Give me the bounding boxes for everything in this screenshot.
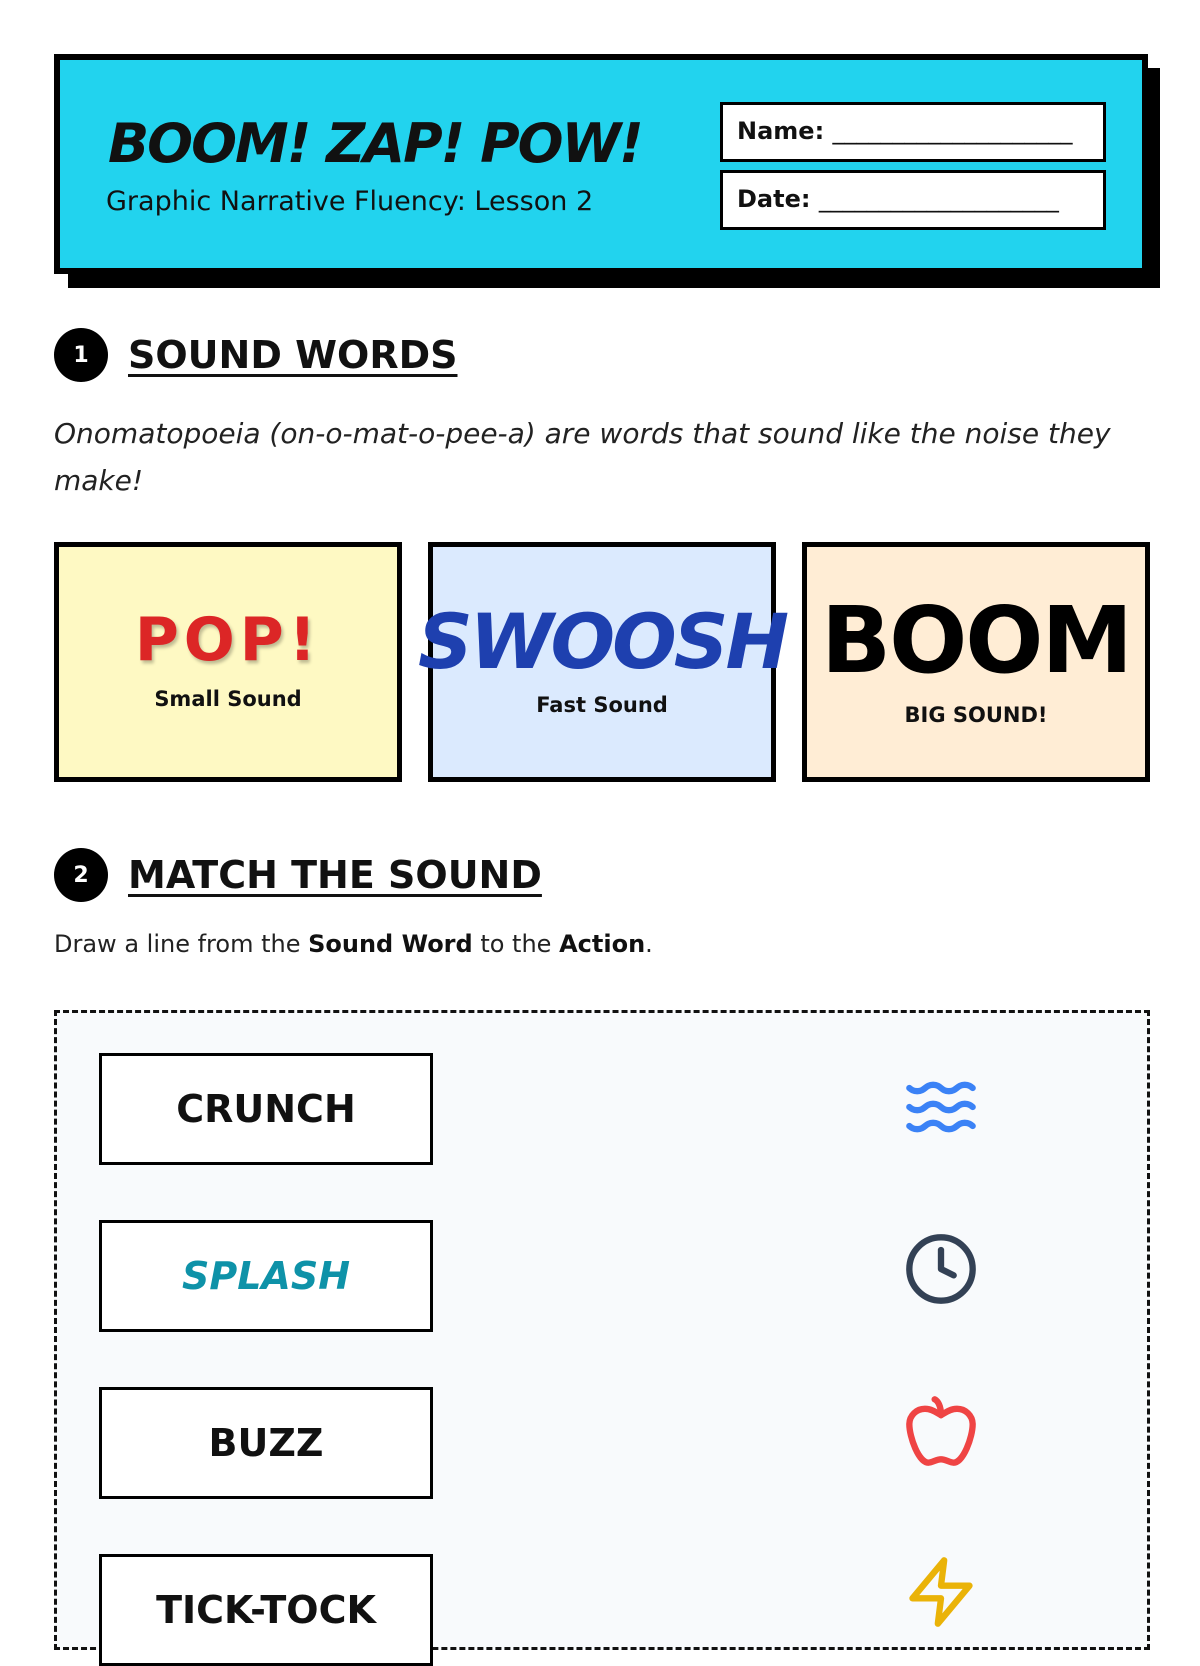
worksheet-title: BOOM! ZAP! POW!: [108, 112, 642, 175]
instruction-pre: Draw a line from the: [54, 930, 309, 958]
section-title: MATCH THE SOUND: [128, 853, 542, 897]
name-field[interactable]: [720, 102, 1106, 162]
worksheet-subtitle: Graphic Narrative Fluency: Lesson 2: [106, 186, 594, 217]
card-label-boom: BIG SOUND!: [904, 703, 1048, 727]
lightning-icon[interactable]: [903, 1554, 979, 1630]
section-title: SOUND WORDS: [128, 333, 458, 377]
name-blank: ____________________: [832, 117, 1073, 145]
card-word-boom: BOOM: [820, 587, 1132, 694]
section-number-badge: 2: [54, 848, 108, 902]
instruction-text: [54, 930, 653, 958]
instruction-bold-action: Action: [559, 930, 646, 958]
card-boom: [802, 542, 1150, 782]
date-label: Date:: [737, 185, 811, 213]
card-label-swoosh: Fast Sound: [536, 693, 668, 717]
apple-icon[interactable]: [903, 1393, 979, 1469]
match-word-splash[interactable]: SPLASH: [99, 1220, 433, 1332]
worksheet-header: [54, 54, 1148, 274]
card-word-swoosh: SWOOSH: [417, 597, 787, 686]
match-word-crunch[interactable]: CRUNCH: [99, 1053, 433, 1165]
match-word-buzz[interactable]: BUZZ: [99, 1387, 433, 1499]
instruction-post: .: [645, 930, 653, 958]
match-area[interactable]: [54, 1010, 1150, 1650]
date-field[interactable]: [720, 170, 1106, 230]
section-number-badge: 1: [54, 328, 108, 382]
card-pop: [54, 542, 402, 782]
card-label-pop: Small Sound: [154, 687, 302, 711]
section-sound-words: [54, 328, 458, 382]
name-label: Name:: [737, 117, 825, 145]
waves-icon[interactable]: [903, 1069, 979, 1145]
intro-text: Onomatopoeia (on-o-mat-o-pee-a) are words that sound like the noise they make!: [54, 417, 1111, 497]
card-word-pop: POP!: [134, 605, 322, 675]
instruction-mid: to the: [472, 930, 560, 958]
card-swoosh: [417, 542, 787, 782]
section-match-sound: [54, 848, 542, 902]
clock-icon[interactable]: [903, 1231, 979, 1307]
match-word-tick-tock[interactable]: TICK-TOCK: [99, 1554, 433, 1666]
date-blank: ____________________: [818, 185, 1059, 213]
instruction-bold-sound-word: Sound Word: [308, 930, 473, 958]
